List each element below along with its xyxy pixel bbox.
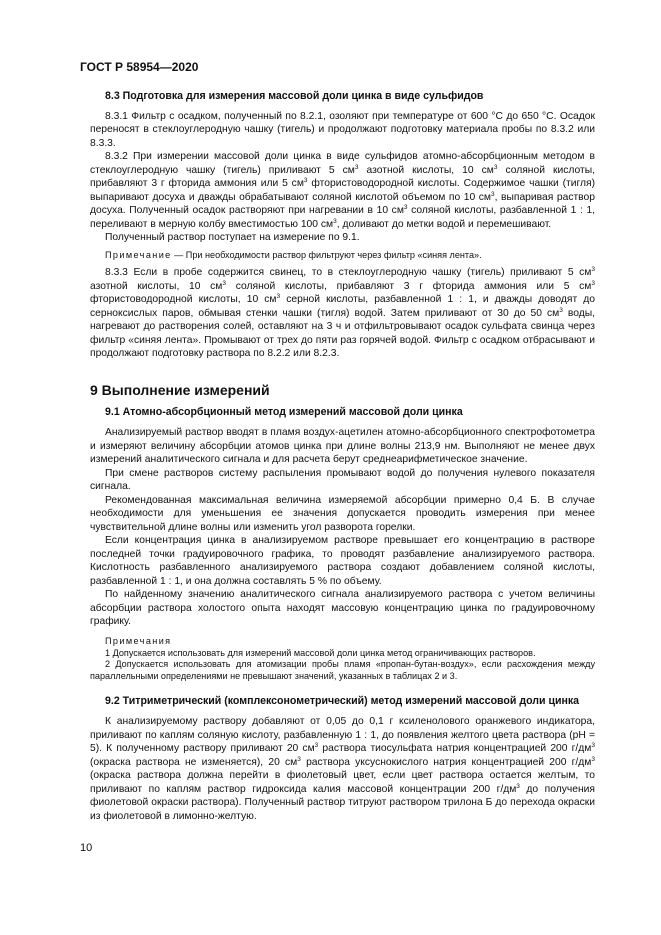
note-filter: Примечание — При необходимости раствор фильтруют через фильтр «синяя лента». <box>105 249 482 260</box>
paragraph-8-3-1: 8.3.1 Фильтр с осадком, полученный по 8.2.1, озоляют при температуре от 600 °С до 650 °С. Осадок переносят в стеклоуглеродную чашку (тигель) и продолжают подготовку материала пробы по 8.3.2 или 8.3.3. <box>90 110 595 149</box>
paragraph-9-1-a: Анализируемый раствор вводят в пламя воздух-ацетилен атомно-абсорбционного спектрофотометра и измеряют величину абсорбции атомов цинка при длине волны 213,9 нм. Выполняют не менее двух измерений аналитического сигнала и для расчета берут среднеарифметическое значение. <box>90 427 595 466</box>
section-8-3-title: 8.3 Подготовка для измерения массовой доли цинка в виде сульфидов <box>105 90 484 102</box>
section-9-2-title: 9.2 Титриметрический (комплексонометрический) метод измерений массовой доли цинка <box>105 694 580 707</box>
paragraph-8-3-3: 8.3.3 Если в пробе содержится свинец, то в стеклоуглеродную чашку (тигель) приливают 5 $см^3$ азотной кислоты, 10 $см^3$ соляной кислоты, прибавляют 3 г фторида аммония или 5 $см^3$ фтористоводородной кислоты, 10 $см^3$ серной кислоты, разбавленной 1 : 1, и дважды доводят до серноксислых паров, обмывая стенки чашки (тигля) водой. Затем приливают от 30 до 50 $см^3$ воды, нагревают до растворения солей, оставляют на 3 ч и отфильтровывают осадок сульфата свинца через фильтр «синяя лента». Промывают от трех до пяти раз горячей водой. Фильтр с осадком отбрасывают и продолжают подготовку раствора по 8.2.2 или 8.2.3. <box>90 266 595 360</box>
page-number: 10 <box>80 842 93 854</box>
paragraph-9-1-b: При смене растворов систему распыления промывают водой до получения нулевого показателя сигнала. <box>90 467 595 493</box>
paragraph-9-1-c: Рекомендованная максимальная величина измеряемой абсорбции примерно 0,4 Б. В случае необходимости для уменьшения ее значения допускается проводить измерения при менее чувствительной длине волны или изменить угол разворота горелки. <box>90 494 595 533</box>
notes-label: Примечания <box>105 635 172 646</box>
note-1: 1 Допускается использовать для измерений массовой доли цинка метод ограничивающих растворов. <box>105 647 536 658</box>
section-9-title: 9 Выполнение измерений <box>90 381 270 398</box>
page-content <box>90 90 595 823</box>
note-2: 2 Допускается использовать для атомизации пробы пламя «пропан-бутан-воздух», если расхождения между параллельными определениями не превышают значений, указанных в таблицах 2 и 3. <box>90 659 595 682</box>
paragraph-9-1-d: Если концентрация цинка в анализируемом растворе превышает его концентрацию в растворе последней точки градуировочного графика, то проводят разбавление анализируемого раствора. Кислотность разбавленного анализируемого раствора создают добавлением соляной кислоты, разбавленной 1 : 1, и она должна составлять 5 % по объему. <box>90 535 595 587</box>
section-9-1-title: 9.1 Атомно-абсорбционный метод измерений массовой доли цинка <box>105 405 463 418</box>
paragraph-9-1-e: По найденному значению аналитического сигнала анализируемого раствора с учетом величины абсорбции раствора холостого опыта находят массовую концентрацию цинка по градуировочному графику. <box>90 589 595 628</box>
paragraph-9-2: К анализируемому раствору добавляют от 0,05 до 0,1 г ксиленолового оранжевого индикатора, приливают по каплям соляную кислоту, разбавленную 1 : 1, до появления желтого цвета раствора (рН = 5). К полученному раствору приливают 20 $см^3$ раствора тиосульфата натрия концентрацией 200 $г/дм^3$ (окраска раствора не изменяется), 20 $см^3$ раствора уксуснокислого натрия концентрацией 200 $г/дм^3$ (окраска раствора должна перейти в фиолетовый цвет, если цвет раствора остается желтым, то приливают по каплям раствор гидроксида калия массовой концентрации 200 $г/дм^3$ до получения фиолетовой окраски раствора). Полученный раствор титруют раствором трилона Б до перехода окраски из фиолетовой в лимонно-желтую. <box>90 716 595 822</box>
standard-header: ГОСТ Р 58954—2020 <box>80 60 199 74</box>
paragraph-8-3-2: 8.3.2 При измерении массовой доли цинка в виде сульфидов атомно-абсорбционным методом в стеклоуглеродную чашку (тигель) приливают 5 $см^3$ азотной кислоты, 10 $см^3$ соляной кислоты, прибавляют 3 г фторида аммония или 5 $см^3$ фтористоводородной кислоты. Содержимое чашки (тигля) выпаривают досуха и дважды обрабатывают соляной кислотой объемом по 10 $см^3$, выпаривая раствор досуха. Полученный осадок растворяют при нагревании в 10 $см^3$ соляной кислоты, разбавленной 1 : 1, переливают в мерную колбу вместимостью 100 $см^3$, доливают до метки водой и перемешивают. <box>90 151 596 230</box>
note-label: Примечание <box>105 249 172 260</box>
paragraph-result-9-1: Полученный раствор поступает на измерение по 9.1. <box>105 232 360 243</box>
